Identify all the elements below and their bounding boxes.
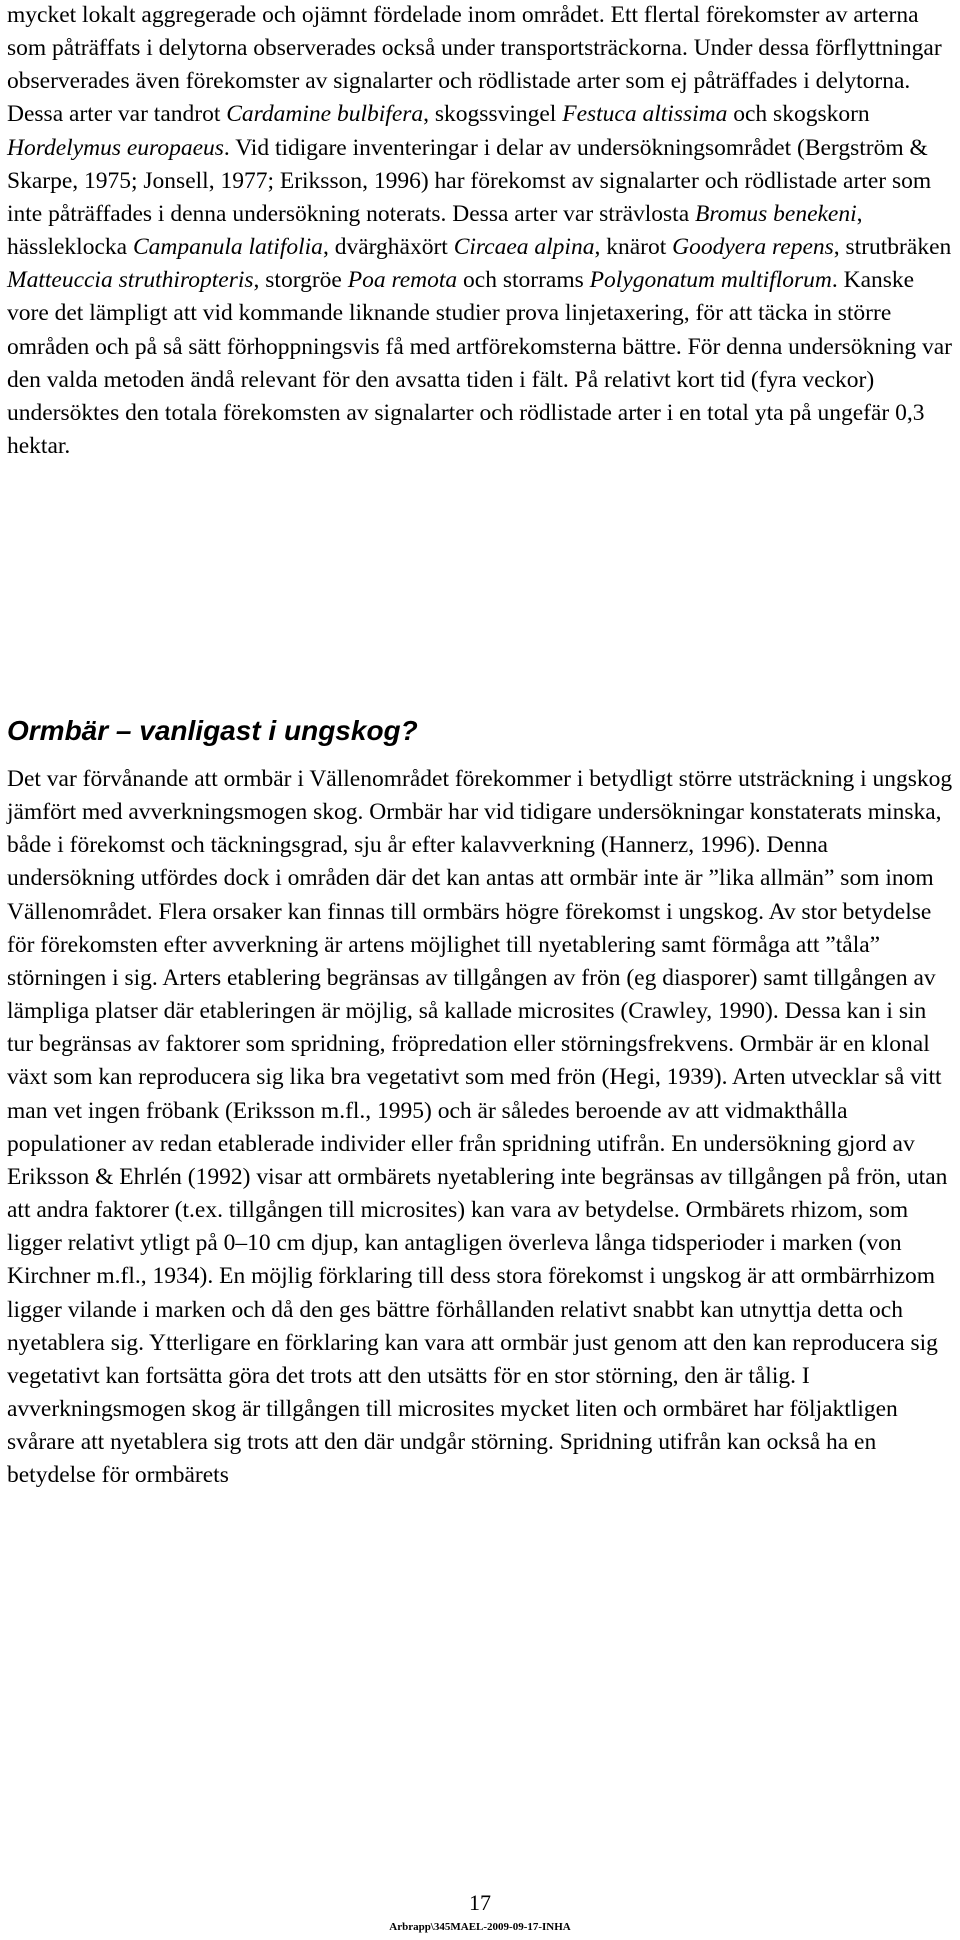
- text-run: . Vid tidigare inventeringar i delar av undersökningsområdet (Bergström & Skarpe, 1975; Jonsell, 1977; Eriksson, 1996) har förekomst av signalarter och rödlistade arter som inte påträffades i denna undersökning noterats. Dessa arter var strävlosta: [7, 134, 932, 227]
- species-name: Campanula latifolia: [132, 234, 323, 261]
- text-run: , storgröe: [253, 267, 348, 294]
- footer-reference: Arbrapp\345MAEL-2009-09-17-INHA: [389, 1921, 571, 1933]
- text-run: mycket lokalt aggregerade och ojämnt fördelade inom området. Ett flertal förekomster av arterna som påträffats i delytorna observerades också under transportsträckorna. Under dessa förflyttningar observerades även förekomster av signalarter och rödlistade arter som ej påträffades i delytorna. Dessa arter var tandrot: [7, 2, 942, 128]
- page-number: 17: [469, 1890, 491, 1915]
- species-name: Cardamine bulbifera: [226, 101, 424, 128]
- text-run: , dvärghäxört: [322, 234, 454, 261]
- species-name: Bromus benekeni: [695, 200, 857, 227]
- text-run: , strutbräken: [833, 234, 952, 261]
- species-name: Circaea alpina: [453, 234, 595, 261]
- species-name: Polygonatum multiflorum: [589, 267, 832, 294]
- body-paragraph-1: [7, 0, 953, 463]
- species-name: Goodyera repens: [672, 234, 834, 261]
- text-run: och skogskorn: [727, 101, 870, 128]
- text-run: , knärot: [594, 234, 673, 261]
- text-run: och storrams: [457, 267, 590, 294]
- body-paragraph-2: [7, 763, 953, 1492]
- text-run: , skogssvingel: [423, 101, 563, 128]
- species-name: Matteuccia struthiropteris: [7, 267, 254, 294]
- section-heading: Ormbär – vanligast i ungskog?: [7, 715, 418, 746]
- text-run: , hässleklocka: [7, 200, 863, 261]
- species-name: Hordelymus europaeus: [7, 134, 224, 161]
- species-name: Poa remota: [347, 267, 458, 294]
- species-name: Festuca altissima: [562, 101, 728, 128]
- text-run: . Kanske vore det lämpligt att vid kommande liknande studier prova linjetaxering, för att täcka in större områden och på så sätt förhoppningsvis få med artförekomsterna bättre. För denna undersökning var den valda metoden ändå relevant för den avsatta tiden i fält. På relativt kort tid (fyra veckor) undersöktes den totala förekomsten av signalarter och rödlistade arter i en total yta på ungefär 0,3 hektar.: [7, 267, 952, 460]
- text-run: Det var förvånande att ormbär i Vällenområdet förekommer i betydligt större utsträckning i ungskog jämfört med avverkningsmogen skog. Ormbär har vid tidigare undersökningar konstaterats minska, både i förekomst och täckningsgrad, sju år efter kalavverkning (Hannerz, 1996). Denna undersökning utfördes dock i områden där det kan antas att ormbär inte är ”lika allmän” som inom Vällenområdet. Flera orsaker kan finnas till ormbärs högre förekomst i ungskog. Av stor betydelse för förekomsten efter avverkning är artens möjlighet till nyetablering samt förmåga att ”tåla” störningen i sig. Arters etablering begränsas av tillgången av frön (eg diasporer) samt tillgången av lämpliga platser där etableringen är möjlig, så kallade microsites (Crawley, 1990). Dessa kan i sin tur begränsas av faktorer som spridning, fröpredation eller störningsfrekvens. Ormbär är en klonal växt som kan reproducera sig lika bra vegetativt som med frön (Hegi, 1939). Arten utvecklar så vitt man vet ingen fröbank (Eriksson m.fl., 1995) och är således beroende av att vidmakthålla populationer av redan etablerade individer eller från spridning utifrån. En undersökning gjord av Eriksson & Ehrlén (1992) visar att ormbärets nyetablering inte begränsas av tillgången på frön, utan att andra faktorer (t.ex. tillgången till microsites) kan vara av betydelse. Ormbärets rhizom, som ligger relativt ytligt på 0–10 cm djup, kan antagligen överleva långa tidsperioder i marken (von Kirchner m.fl., 1934). En möjlig förklaring till dess stora förekomst i ungskog är att ormbärrhizom ligger vilande i marken och då den ges bättre förhållanden relativt snabbt kan utnyttja detta och nyetablera sig. Ytterligare en förklaring kan vara att ormbär just genom att den kan reproducera sig vegetativt kan fortsätta göra det trots att den utsätts för en stor störning, den är tålig. I avverkningsmogen skog är tillgången till microsites mycket liten och ormbäret har följaktligen svårare att nyetablera sig trots att den där undgår störning. Spridning utifrån kan också ha en betydelse för ormbärets: [7, 766, 953, 1489]
